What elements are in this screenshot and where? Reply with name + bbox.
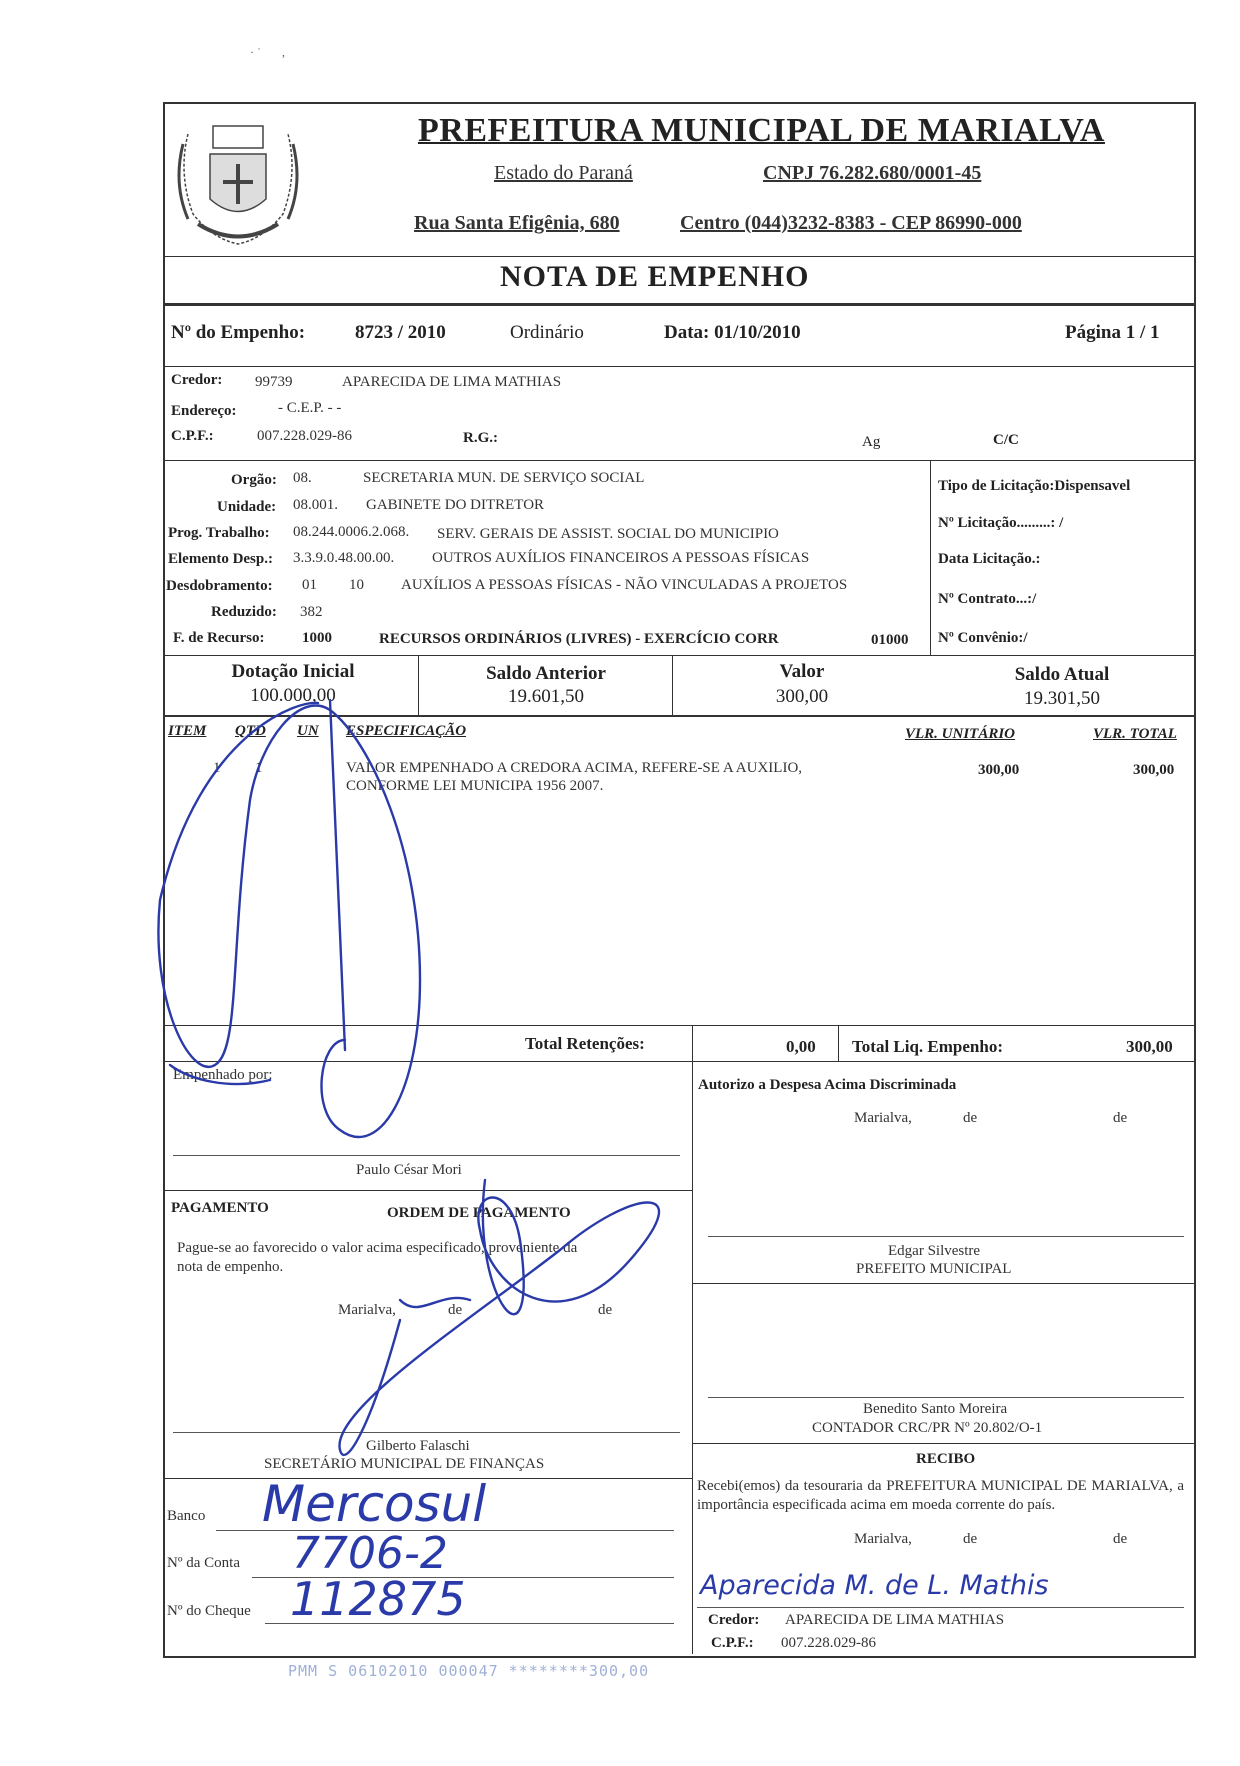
- saldo-atual-label: Saldo Atual: [1014, 664, 1110, 685]
- item-espec-line1: VALOR EMPENHADO A CREDORA ACIMA, REFERE-SE A AUXILIO,: [346, 760, 803, 776]
- crest-icon: [168, 104, 308, 254]
- item-qtd: 1: [255, 760, 263, 776]
- endereco-label: Endereço:: [171, 403, 237, 419]
- secretario-name: Gilberto Falaschi: [366, 1438, 470, 1454]
- prog-desc: SERV. GERAIS DE ASSIST. SOCIAL DO MUNICIPIO: [437, 526, 779, 542]
- banco-handwritten: Mercosul: [262, 1475, 487, 1533]
- scan-specks: · ˙ ,: [250, 45, 285, 59]
- empenhado-label: Empenhado por:: [173, 1067, 273, 1083]
- recibo-credor-name: APARECIDA DE LIMA MATHIAS: [785, 1612, 1005, 1628]
- recurso-code: 01000: [871, 632, 909, 648]
- item-espec-line2: CONFORME LEI MUNICIPA 1956 2007.: [346, 778, 604, 794]
- credor-code: 99739: [255, 374, 293, 390]
- autorizo-de-1: de: [963, 1110, 978, 1126]
- recurso-value: 1000: [302, 630, 332, 646]
- ordem-pagamento-title: ORDEM DE PAGAMENTO: [387, 1205, 571, 1221]
- empenho-label: Nº do Empenho:: [171, 322, 306, 343]
- licitacao-data: Data Licitação.:: [938, 551, 1041, 567]
- recurso-desc: RECURSOS ORDINÁRIOS (LIVRES) - EXERCÍCIO CORR: [379, 631, 779, 647]
- pagamento-place: Marialva,: [338, 1302, 396, 1318]
- desdobramento-value-1: 01: [302, 577, 317, 593]
- item-number: 1: [213, 760, 221, 776]
- dotacao-value: 100.000,00: [250, 685, 336, 706]
- empenho-date: Data: 01/10/2010: [664, 322, 801, 343]
- autorizo-place: Marialva,: [854, 1110, 912, 1126]
- pagamento-title: PAGAMENTO: [171, 1200, 269, 1216]
- address-street: Rua Santa Efigênia, 680: [414, 212, 620, 234]
- cnpj-label: CNPJ 76.282.680/0001-45: [763, 162, 982, 184]
- recibo-place: Marialva,: [854, 1531, 912, 1547]
- divider: [672, 655, 673, 715]
- signature-line: [708, 1236, 1184, 1237]
- divider: [163, 655, 1194, 656]
- page-indicator: Página 1 / 1: [1065, 322, 1160, 343]
- unidade-label: Unidade:: [217, 499, 277, 515]
- empenho-type: Ordinário: [510, 322, 584, 343]
- unidade-value: 08.001.: [293, 497, 338, 513]
- autorizo-title: Autorizo a Despesa Acima Discriminada: [698, 1077, 957, 1093]
- qtd-header: QTD: [235, 723, 266, 739]
- pagamento-text-2: nota de empenho.: [177, 1259, 284, 1275]
- convenio-numero: Nº Convênio:/: [938, 630, 1028, 646]
- saldo-anterior-label: Saldo Anterior: [486, 663, 606, 684]
- orgao-label: Orgão:: [231, 472, 277, 488]
- cheque-label: Nº do Cheque: [167, 1603, 251, 1619]
- elemento-value: 3.3.9.0.48.00.00.: [293, 550, 395, 566]
- divider: [163, 256, 1194, 257]
- elemento-label: Elemento Desp.:: [168, 551, 273, 567]
- desdobramento-desc: AUXÍLIOS A PESSOAS FÍSICAS - NÃO VINCULADAS A PROJETOS: [401, 577, 848, 593]
- prefeito-role: PREFEITO MUNICIPAL: [856, 1261, 1012, 1277]
- divider: [163, 1190, 692, 1191]
- contador-name: Benedito Santo Moreira: [863, 1401, 1008, 1417]
- valor-value: 300,00: [775, 686, 829, 707]
- elemento-desc: OUTROS AUXÍLIOS FINANCEIROS A PESSOAS FÍSICAS: [432, 550, 810, 566]
- pagamento-text-1: Pague-se ao favorecido o valor acima especificado, proveniente da: [177, 1240, 578, 1256]
- liquido-value: 300,00: [1126, 1037, 1173, 1056]
- recurso-label: F. de Recurso:: [173, 630, 265, 646]
- desdobramento-label: Desdobramento:: [166, 578, 273, 594]
- recibo-cpf-value: 007.228.029-86: [781, 1635, 876, 1651]
- credor-signature: Aparecida M. de L. Mathis: [700, 1570, 1049, 1601]
- divider: [838, 1025, 839, 1061]
- signature-line: [173, 1432, 680, 1433]
- valor-label: Valor: [779, 661, 825, 682]
- rg-label: R.G.:: [463, 430, 498, 446]
- vlr-total-header: VLR. TOTAL: [1093, 726, 1177, 742]
- credor-label: Credor:: [171, 372, 223, 388]
- recibo-credor-label: Credor:: [708, 1612, 760, 1628]
- reduzido-label: Reduzido:: [211, 604, 277, 620]
- retencoes-label: Total Retenções:: [525, 1034, 645, 1053]
- retencoes-value: 0,00: [786, 1037, 816, 1056]
- prog-label: Prog. Trabalho:: [168, 525, 270, 541]
- recibo-text: Recebi(emos) da tesouraria da PREFEITURA MUNICIPAL DE MARIALVA, a importância especificada acima em moeda corrente do país.: [697, 1478, 1184, 1513]
- un-header: UN: [297, 723, 319, 739]
- licitacao-numero: Nº Licitação.........: /: [938, 515, 1064, 531]
- contrato-numero: Nº Contrato...:/: [938, 591, 1037, 607]
- recibo-de-1: de: [963, 1531, 978, 1547]
- licitacao-tipo: Tipo de Licitação:Dispensavel: [938, 478, 1131, 494]
- item-total-value: 300,00: [1133, 762, 1175, 778]
- banco-label: Banco: [167, 1508, 206, 1524]
- cpf-label: C.P.F.:: [171, 428, 214, 444]
- item-unit-value: 300,00: [978, 762, 1020, 778]
- signature-line: [173, 1155, 680, 1156]
- autorizo-de-2: de: [1113, 1110, 1128, 1126]
- machine-stamp: PMM S 06102010 000047 ********300,00: [288, 1662, 650, 1680]
- prefeito-name: Edgar Silvestre: [888, 1243, 981, 1259]
- doc-title: NOTA DE EMPENHO: [500, 260, 810, 293]
- endereco-value: - C.E.P. - -: [278, 400, 342, 416]
- divider: [692, 1061, 693, 1654]
- empenhado-signer: Paulo César Mori: [356, 1162, 462, 1178]
- divider: [163, 715, 1194, 717]
- liquido-label: Total Liq. Empenho:: [852, 1037, 1003, 1056]
- cpf-value: 007.228.029-86: [257, 428, 352, 444]
- signature-line: [697, 1607, 1184, 1608]
- divider: [692, 1443, 1194, 1444]
- credor-name: APARECIDA DE LIMA MATHIAS: [342, 374, 562, 390]
- recibo-de-2: de: [1113, 1531, 1128, 1547]
- cheque-handwritten: 112875: [290, 1572, 466, 1626]
- state-label: Estado do Paraná: [494, 162, 633, 184]
- divider: [163, 303, 1194, 306]
- divider: [163, 1061, 1194, 1062]
- pagamento-de-2: de: [598, 1302, 613, 1318]
- orgao-desc: SECRETARIA MUN. DE SERVIÇO SOCIAL: [363, 470, 645, 486]
- saldo-anterior-value: 19.601,50: [508, 686, 584, 707]
- divider: [692, 1025, 693, 1061]
- divider: [163, 1025, 1194, 1026]
- item-header: ITEM: [168, 723, 207, 739]
- cc-label: C/C: [993, 432, 1019, 448]
- divider: [163, 460, 1194, 461]
- signature-line: [708, 1397, 1184, 1398]
- orgao-value: 08.: [293, 470, 312, 486]
- divider: [692, 1283, 1194, 1284]
- vlr-unitario-header: VLR. UNITÁRIO: [905, 726, 1016, 742]
- empenho-number: 8723 / 2010: [355, 322, 446, 343]
- unidade-desc: GABINETE DO DITRETOR: [366, 497, 545, 513]
- divider: [418, 655, 419, 715]
- recibo-title: RECIBO: [916, 1451, 976, 1467]
- address-contact: Centro (044)3232-8383 - CEP 86990-000: [680, 212, 1022, 234]
- prog-value: 08.244.0006.2.068.: [293, 524, 410, 540]
- divider: [930, 460, 931, 656]
- especificacao-header: ESPECIFICAÇÃO: [346, 723, 467, 739]
- saldo-atual-value: 19.301,50: [1024, 688, 1100, 709]
- conta-handwritten: 7706-2: [292, 1528, 448, 1579]
- reduzido-value: 382: [300, 604, 323, 620]
- secretario-role: SECRETÁRIO MUNICIPAL DE FINANÇAS: [264, 1456, 545, 1472]
- dotacao-label: Dotação Inicial: [231, 661, 355, 682]
- ag-label: Ag: [862, 434, 881, 450]
- divider: [163, 366, 1194, 367]
- pagamento-de-1: de: [448, 1302, 463, 1318]
- conta-label: Nº da Conta: [167, 1555, 240, 1571]
- municipality-title: PREFEITURA MUNICIPAL DE MARIALVA: [418, 112, 1105, 149]
- contador-role: CONTADOR CRC/PR Nº 20.802/O-1: [812, 1420, 1043, 1436]
- recibo-cpf-label: C.P.F.:: [711, 1635, 754, 1651]
- desdobramento-value-2: 10: [349, 577, 364, 593]
